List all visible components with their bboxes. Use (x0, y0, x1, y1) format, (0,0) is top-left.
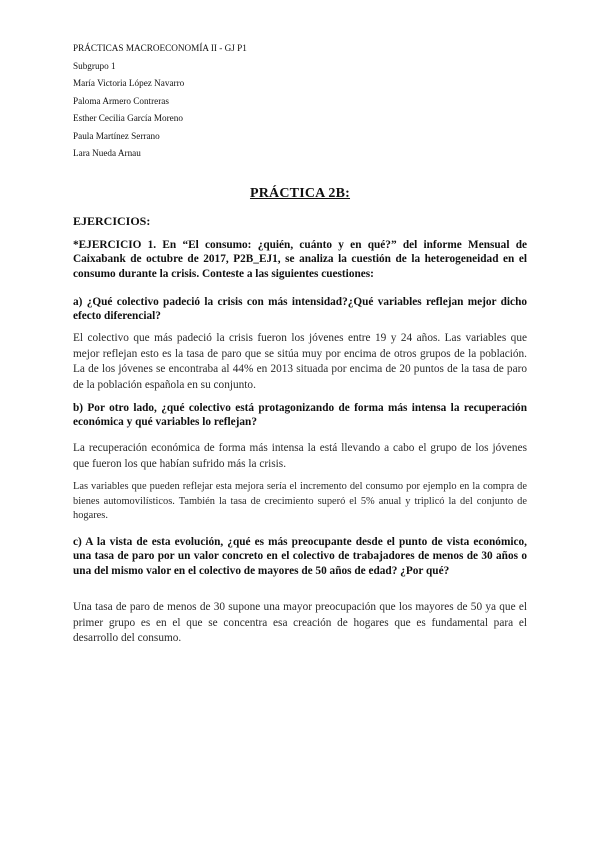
question-a: a) ¿Qué colectivo padeció la crisis con más intensidad?¿Qué variables reflejan mejor dicho efecto diferencial? (73, 296, 527, 323)
exercise-intro: *EJERCICIO 1. En “El consumo: ¿quién, cuánto y en qué?” del informe Mensual de Caixabank de octubre de 2017, P2B_EJ1, se analiza la cuestión de la heterogeneidad en el consumo durante la crisis. Conteste a las siguientes cuestiones: (73, 239, 527, 280)
question-b: b) Por otro lado, ¿qué colectivo está protagonizando de forma más intensa la recuperación económica y qué variables lo reflejan? (73, 402, 527, 429)
answer-b-paragraph-2: Las variables que pueden reflejar esta mejora sería el incremento del consumo por ejemplo en la compra de bienes automovilísticos. También la tasa de crecimiento superó el 5% anual y triplicó la del conjunto de hogares. (73, 481, 527, 522)
member-name: Paloma Armero Contreras (73, 95, 169, 106)
member-name: María Victoria López Navarro (73, 78, 185, 88)
subgroup-label: Subgrupo 1 (73, 60, 116, 71)
member-name: Paula Martínez Serrano (73, 130, 160, 141)
member-name: Esther Cecilia García Moreno (73, 113, 183, 123)
course-title: PRÁCTICAS MACROECONOMÍA II - GJ P1 (73, 43, 247, 53)
page-title: PRÁCTICA 2B: (249, 186, 351, 201)
section-heading: EJERCICIOS: (73, 214, 151, 228)
document-header (73, 40, 247, 163)
question-c: c) A la vista de esta evolución, ¿qué es más preocupante desde el punto de vista económico, una tasa de paro por un valor concreto en el colectivo de trabajadores de menos de 30 años o una del mismo valor en el colectivo de mayores de 50 años de edad? ¿Por qué? (73, 536, 527, 577)
answer-a: El colectivo que más padeció la crisis fueron los jóvenes entre 19 y 24 años. Las variables que mejor reflejan esto es la tasa de paro que se sitúa muy por encima de otros grupos de la población. La de los jóvenes se encontraba al 44% en 2013 situada por encima de 20 puntos de la tasa de paro de la población española en su conjunto. (73, 332, 527, 391)
answer-b-paragraph-1: La recuperación económica de forma más intensa la está llevando a cabo el grupo de los jóvenes que fueron los que habían sufrido más la crisis. (73, 442, 527, 470)
member-name: Lara Nueda Arnau (73, 148, 141, 158)
answer-c: Una tasa de paro de menos de 30 supone una mayor preocupación que los mayores de 50 ya que el primer grupo es en el que se concentra esa creación de hogares que es fundamental para el desarrollo del consumo. (73, 601, 527, 645)
